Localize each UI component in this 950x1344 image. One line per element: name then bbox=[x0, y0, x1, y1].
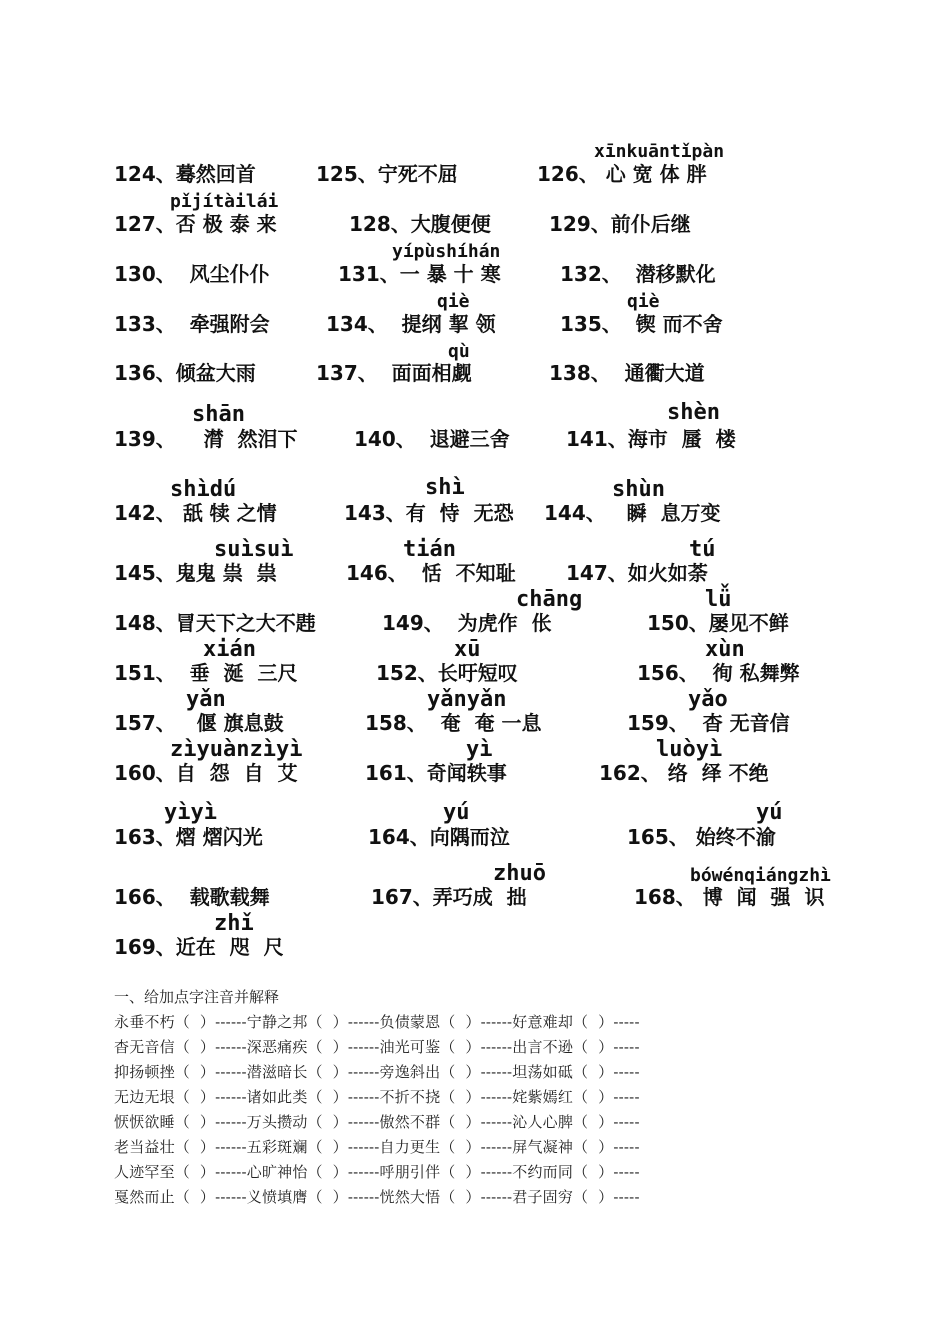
pinyin-134: qiè bbox=[437, 291, 470, 312]
pinyin-149: chāng bbox=[516, 587, 583, 612]
item-157: 157、 偃 旗息鼓 bbox=[114, 711, 284, 735]
item-152: 152、长吁短叹 bbox=[376, 661, 518, 685]
item-148: 148、冒天下之大不韪 bbox=[114, 611, 316, 635]
pinyin-162: luòyì bbox=[656, 737, 723, 762]
item-163: 163、熠 熠闪光 bbox=[114, 825, 263, 849]
item-140: 140、 退避三舍 bbox=[354, 427, 510, 451]
pinyin-141: shèn bbox=[667, 400, 720, 425]
item-166: 166、 载歌载舞 bbox=[114, 885, 270, 909]
pinyin-139: shān bbox=[192, 402, 245, 427]
item-132: 132、 潜移默化 bbox=[560, 262, 716, 286]
exercise-row: 人迹罕至（ ）------心旷神怡（ ）------呼朋引伴（ ）------不约而同（ ）----- bbox=[114, 1163, 640, 1181]
item-167: 167、弄巧成 拙 bbox=[371, 885, 527, 909]
pinyin-145: suìsuì bbox=[214, 537, 294, 562]
pinyin-144: shùn bbox=[612, 477, 665, 502]
item-136: 136、倾盆大雨 bbox=[114, 361, 256, 385]
item-160: 160、自 怨 自 艾 bbox=[114, 761, 298, 785]
pinyin-135: qiè bbox=[627, 291, 660, 312]
pinyin-163: yìyì bbox=[164, 800, 217, 825]
pinyin-160: zìyuànzìyì bbox=[170, 737, 303, 762]
item-169: 169、近在 咫 尺 bbox=[114, 935, 284, 959]
item-138: 138、 通衢大道 bbox=[549, 361, 705, 385]
item-168: 168、 博 闻 强 识 bbox=[634, 885, 825, 909]
pinyin-131: yípùshíhán bbox=[392, 241, 501, 262]
item-165: 165、 始终不渝 bbox=[627, 825, 776, 849]
item-134: 134、 提纲 挈 领 bbox=[326, 312, 496, 336]
item-124: 124、蓦然回首 bbox=[114, 162, 256, 186]
item-142: 142、 舐 犊 之情 bbox=[114, 501, 277, 525]
item-128: 128、大腹便便 bbox=[349, 212, 491, 236]
pinyin-167: zhuō bbox=[493, 861, 546, 886]
item-145: 145、鬼鬼 祟 祟 bbox=[114, 561, 277, 585]
item-159: 159、 杳 无音信 bbox=[627, 711, 790, 735]
item-126: 126、 心 宽 体 胖 bbox=[537, 162, 707, 186]
item-156: 156、 徇 私舞弊 bbox=[637, 661, 800, 685]
exercise-row: 无边无垠（ ）------诸如此类（ ）------不折不挠（ ）------姹紫嫣红（ ）----- bbox=[114, 1088, 640, 1106]
pinyin-137: qù bbox=[448, 341, 470, 362]
item-158: 158、 奄 奄 一息 bbox=[365, 711, 542, 735]
pinyin-150: lǚ bbox=[705, 587, 732, 612]
pinyin-161: yì bbox=[466, 737, 493, 762]
item-149: 149、 为虎作 伥 bbox=[382, 611, 552, 635]
pinyin-168: bówénqiángzhì bbox=[690, 865, 831, 886]
item-147: 147、如火如荼 bbox=[566, 561, 708, 585]
item-139: 139、 潸 然泪下 bbox=[114, 427, 298, 451]
exercise-row: 永垂不朽（ ）------宁静之邦（ ）------负债蒙恩（ ）------好意难却（ ）----- bbox=[114, 1013, 640, 1031]
item-150: 150、屡见不鲜 bbox=[647, 611, 789, 635]
item-141: 141、海市 蜃 楼 bbox=[566, 427, 736, 451]
exercise-row: 杳无音信（ ）------深恶痛疾（ ）------油光可鉴（ ）------出言不逊（ ）----- bbox=[114, 1038, 640, 1056]
item-143: 143、有 恃 无恐 bbox=[344, 501, 514, 525]
item-161: 161、奇闻轶事 bbox=[365, 761, 507, 785]
item-129: 129、前仆后继 bbox=[549, 212, 691, 236]
pinyin-152: xū bbox=[454, 637, 481, 662]
exercise-row: 抑扬顿挫（ ）------潜滋暗长（ ）------旁逸斜出（ ）------坦荡如砥（ ）----- bbox=[114, 1063, 640, 1081]
pinyin-157: yǎn bbox=[186, 687, 226, 712]
item-131: 131、一 暴 十 寒 bbox=[338, 262, 501, 286]
pinyin-146: tián bbox=[403, 537, 456, 562]
item-146: 146、 恬 不知耻 bbox=[346, 561, 516, 585]
item-135: 135、 锲 而不舍 bbox=[560, 312, 723, 336]
pinyin-169: zhǐ bbox=[214, 911, 254, 936]
item-127: 127、否 极 泰 来 bbox=[114, 212, 277, 236]
exercise-row: 老当益壮（ ）------五彩斑斓（ ）------自力更生（ ）------屏气凝神（ ）----- bbox=[114, 1138, 640, 1156]
pinyin-159: yǎo bbox=[688, 687, 728, 712]
item-164: 164、向隅而泣 bbox=[368, 825, 510, 849]
exercise-row: 戛然而止（ ）------义愤填膺（ ）------恍然大悟（ ）------君子固穷（ ）----- bbox=[114, 1188, 640, 1206]
item-137: 137、 面面相觑 bbox=[316, 361, 472, 385]
item-133: 133、 牵强附会 bbox=[114, 312, 270, 336]
pinyin-164: yú bbox=[443, 800, 470, 825]
item-130: 130、 风尘仆仆 bbox=[114, 262, 270, 286]
exercise-row: 恹恹欲睡（ ）------万头攒动（ ）------傲然不群（ ）------沁人心脾（ ）----- bbox=[114, 1113, 640, 1131]
pinyin-143: shì bbox=[425, 475, 465, 500]
item-162: 162、 络 绎 不绝 bbox=[599, 761, 769, 785]
pinyin-127: pǐjítàilái bbox=[170, 191, 279, 212]
pinyin-151: xián bbox=[203, 637, 256, 662]
pinyin-147: tú bbox=[689, 537, 716, 562]
pinyin-156: xùn bbox=[705, 637, 745, 662]
pinyin-165: yú bbox=[756, 800, 783, 825]
item-125: 125、宁死不屈 bbox=[316, 162, 458, 186]
pinyin-126: xīnkuāntǐpàn bbox=[594, 141, 725, 162]
pinyin-158: yǎnyǎn bbox=[427, 687, 507, 712]
section-title: 一、给加点字注音并解释 bbox=[114, 988, 280, 1006]
item-144: 144、 瞬 息万变 bbox=[544, 501, 721, 525]
item-151: 151、 垂 涎 三尺 bbox=[114, 661, 298, 685]
pinyin-142: shìdú bbox=[170, 477, 237, 502]
